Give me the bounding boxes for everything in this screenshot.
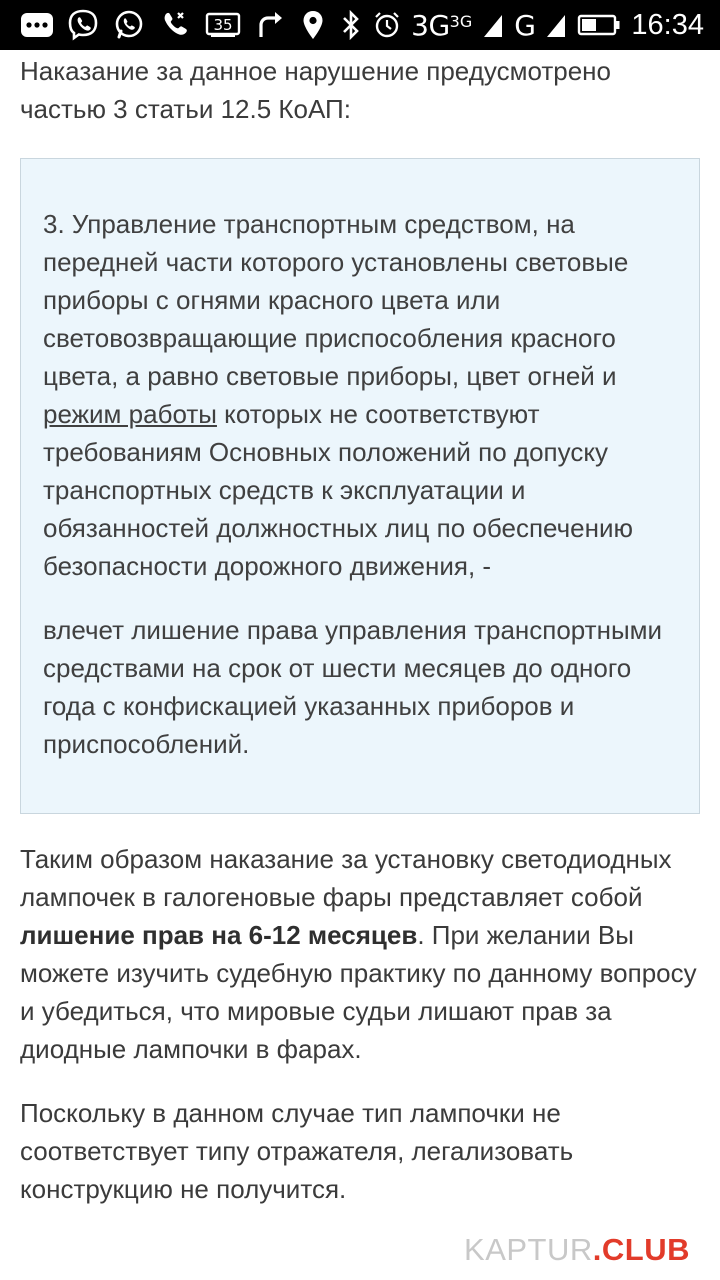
watermark-part-2: .CLUB	[592, 1232, 690, 1267]
watermark-part-1: KAPTUR	[464, 1232, 593, 1267]
intro-paragraph: Наказание за данное нарушение предусмотрено частью 3 статьи 12.5 КоАП:	[20, 56, 611, 124]
sms-badge-icon	[204, 8, 242, 42]
quote-paragraph-2: влечет лишение права управления транспортными средствами на срок от шести месяцев до одного года с конфискацией указанных приборов и приспособлений.	[43, 615, 663, 759]
more-dots-icon	[20, 8, 54, 42]
summary-text-end: . При желании Вы можете изучить судебную практику по данному вопросу и убедиться, что мировые судьи лишают прав за диодные лампочки в фарах.	[20, 920, 697, 1064]
quote-text-after-link: которых не соответствуют требованиям Основных положений по допуску транспортных средств к эксплуатации и обязанностей должностных лиц по обеспечению безопасности дорожного движения, -	[43, 399, 634, 581]
location-pin-icon	[300, 8, 326, 42]
whatsapp-icon	[112, 8, 146, 42]
article-content	[20, 50, 700, 1208]
quote-paragraph-1	[43, 205, 677, 585]
viber-icon	[66, 8, 100, 42]
network-g-label: G	[514, 8, 536, 42]
law-quote-box	[20, 158, 700, 814]
signal-icon	[482, 8, 504, 42]
signal-2-icon	[545, 8, 567, 42]
alarm-icon	[373, 8, 401, 42]
bluetooth-icon	[339, 8, 363, 42]
summary-paragraph	[20, 840, 700, 1068]
clock: 16:34	[631, 8, 704, 41]
summary-text-start: Таким образом наказание за установку светодиодных лампочек в галогеновые фары представляет собой	[20, 844, 672, 912]
status-bar	[0, 0, 720, 50]
status-bar-notifications	[20, 0, 326, 50]
missed-call-icon	[158, 8, 192, 42]
conclusion-paragraph: Поскольку в данном случае тип лампочки не соответствует типу отражателя, легализовать конструкцию не получится.	[20, 1098, 574, 1204]
sms-badge-number: 35	[213, 16, 233, 34]
quote-text-before-link: 3. Управление транспортным средством, на передней части которого установлены световые приборы с огнями красного цвета или световозвращающие приспособления красного цвета, а равно световые приборы, цвет огней и	[43, 209, 629, 391]
summary-bold-penalty: лишение прав на 6-12 месяцев	[20, 920, 418, 950]
forward-arrow-icon	[254, 8, 288, 42]
watermark-logo	[464, 1232, 690, 1268]
status-bar-system	[339, 0, 704, 50]
work-mode-link[interactable]: режим работы	[43, 399, 217, 429]
network-3g-label: 3G3G	[411, 8, 473, 42]
battery-icon	[577, 8, 621, 42]
